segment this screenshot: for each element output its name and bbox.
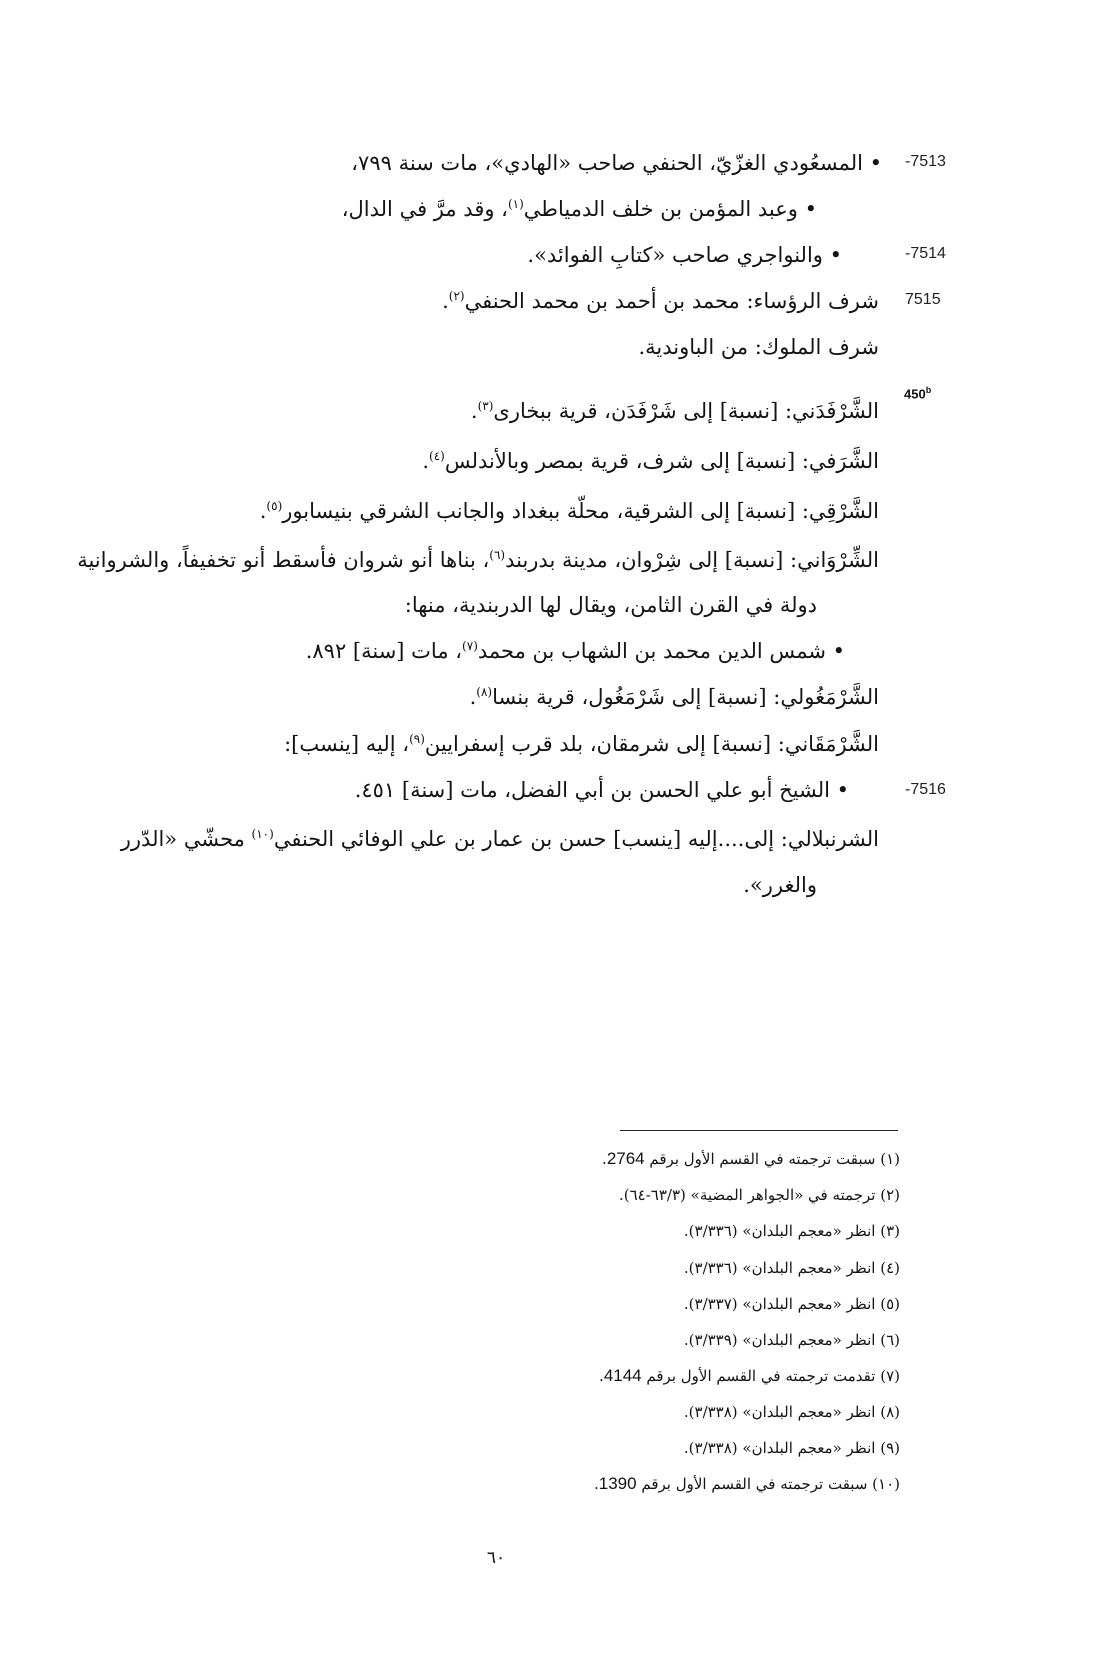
body-line (77, 543, 879, 577)
entry-number: -7514 (905, 245, 946, 262)
text-run: ، بناها أنو شروان فأسقط أنو تخفيفاً، والشروانية (77, 548, 490, 572)
body-line (342, 192, 817, 226)
text-run: • الشيخ أبو علي الحسن بن أبي الفضل، مات [سنة] ٤٥١. (354, 778, 849, 802)
text-run: ، مات [سنة] ٨٩٢. (305, 639, 463, 663)
body-line (422, 444, 879, 478)
text-run: الشَّرْقِي: [نسبة] إلى الشرقية، محلّة ببغداد والجانب الشرقي بنيسابور (282, 499, 879, 523)
text-run: • وعبد المؤمن بن خلف الدمياطي (523, 197, 817, 221)
footnote (599, 1364, 900, 1388)
text-run: . (599, 1367, 604, 1385)
page-number: ٦٠ (486, 1548, 506, 1568)
text-run: والغرر». (743, 873, 817, 897)
body-line (405, 588, 817, 622)
text-run: • شمس الدين محمد بن الشهاب بن محمد (477, 639, 845, 663)
text-run: (٦) انظر «معجم البلدان» (٣/٣٣٩). (683, 1331, 900, 1349)
footnote (684, 1256, 900, 1280)
footnote-ref: (٧) (462, 639, 478, 653)
body-line (306, 634, 845, 668)
text-run: الشِّرْوَاني: [نسبة] إلى شِرْوان، مدينة بدربند (505, 548, 879, 572)
text-run: . (422, 449, 429, 473)
footnote (602, 1147, 900, 1171)
body-line (470, 680, 879, 714)
body-line (284, 727, 879, 761)
text-run: (٨) انظر «معجم البلدان» (٣/٣٣٨). (683, 1403, 900, 1421)
text-run: . (593, 1475, 599, 1493)
text-run: (١) سبقت ترجمته في القسم الأول برقم (644, 1150, 900, 1168)
footnote-ref: (٤) (429, 449, 445, 463)
footnote-separator (620, 1130, 898, 1131)
text-run: ، إليه [ينسب]: (284, 732, 410, 756)
footnote-ref: (٦) (489, 548, 506, 562)
text-run: (٩) انظر «معجم البلدان» (٣/٣٣٨). (683, 1439, 900, 1457)
body-line (355, 773, 849, 807)
footnote-ref: (٣) (477, 399, 494, 413)
reference-number: 4144 (603, 1366, 642, 1385)
text-run: الشرنبلالي: إلى....إليه [ينسب] حسن بن عمار بن علي الوفائي الحنفي (273, 827, 879, 851)
footnote-ref: (٥) (266, 499, 283, 513)
footnote-ref: (٩) (409, 732, 425, 746)
text-run: . (469, 685, 477, 709)
footnote (684, 1400, 900, 1424)
body-line (442, 284, 879, 318)
body-line (743, 868, 817, 902)
text-run: الشَّرْفَدَني: [نسبة] إلى شَرْفَدَن، قرية ببخارى (493, 399, 879, 423)
folio-side: b (925, 385, 932, 395)
entry-number: -7513 (905, 153, 946, 170)
text-run: (١٠) سبقت ترجمته في القسم الأول برقم (636, 1475, 900, 1493)
footnote-ref: (١٠) (251, 827, 274, 841)
text-run: . (259, 499, 267, 523)
footnote (684, 1328, 900, 1352)
entry-number: 7515 (905, 291, 941, 308)
text-run: (٧) تقدمت ترجمته في القسم الأول برقم (641, 1367, 900, 1385)
footnote (619, 1183, 900, 1207)
text-run: شرف الرؤساء: محمد بن أحمد بن محمد الحنفي (464, 289, 879, 313)
body-line (351, 146, 882, 180)
entry-number: -7516 (905, 781, 946, 798)
footnote (684, 1219, 900, 1243)
text-run: (٣) انظر «معجم البلدان» (٣/٣٣٦). (683, 1222, 900, 1240)
text-run: الشَّرَفي: [نسبة] إلى شرف، قرية بمصر وبالأندلس (444, 449, 879, 473)
body-line (121, 822, 879, 856)
footnote (684, 1292, 900, 1316)
body-line (527, 238, 842, 272)
text-run: (٤) انظر «معجم البلدان» (٣/٣٣٦). (683, 1259, 900, 1277)
footnote-ref: (١) (507, 197, 524, 211)
text-run: (٢) ترجمته في «الجواهر المضية» (٦٣/٣-٦٤). (618, 1186, 900, 1204)
footnote (684, 1436, 900, 1460)
text-run: • والنواجري صاحب «كتابِ الفوائد». (527, 243, 842, 267)
footnote-ref: (٢) (448, 289, 465, 303)
manuscript-folio-marker (904, 385, 931, 401)
reference-number: 1390 (598, 1474, 637, 1493)
reference-number: 2764 (606, 1149, 645, 1168)
body-line (638, 330, 879, 364)
text-run: الشَّرْمَقَاني: [نسبة] إلى شرمقان، بلد قرب إسفرايين (424, 732, 879, 756)
footnote-ref: (٨) (476, 685, 493, 699)
text-run: شرف الملوك: من الباوندية. (638, 335, 879, 359)
body-line (260, 494, 879, 528)
text-run: . (470, 399, 478, 423)
folio-number: 450 (904, 386, 926, 402)
footnote (594, 1472, 900, 1496)
body-line (471, 394, 879, 428)
text-run: • المسعُودي الغزّيّ، الحنفي صاحب «الهادي»، مات سنة ٧٩٩، (351, 151, 882, 175)
text-run: محشّي «الدّرر (120, 827, 252, 851)
text-run: ، وقد مرَّ في الدال، (341, 197, 508, 221)
text-run: الشَّرْمَغُولي: [نسبة] إلى شَرْمَغُول، قرية بنسا (492, 685, 879, 709)
text-run: دولة في القرن الثامن، ويقال لها الدربندية، منها: (404, 593, 817, 617)
text-run: . (602, 1150, 607, 1168)
text-run: . (442, 289, 449, 313)
text-run: (٥) انظر «معجم البلدان» (٣/٣٣٧). (683, 1295, 900, 1313)
